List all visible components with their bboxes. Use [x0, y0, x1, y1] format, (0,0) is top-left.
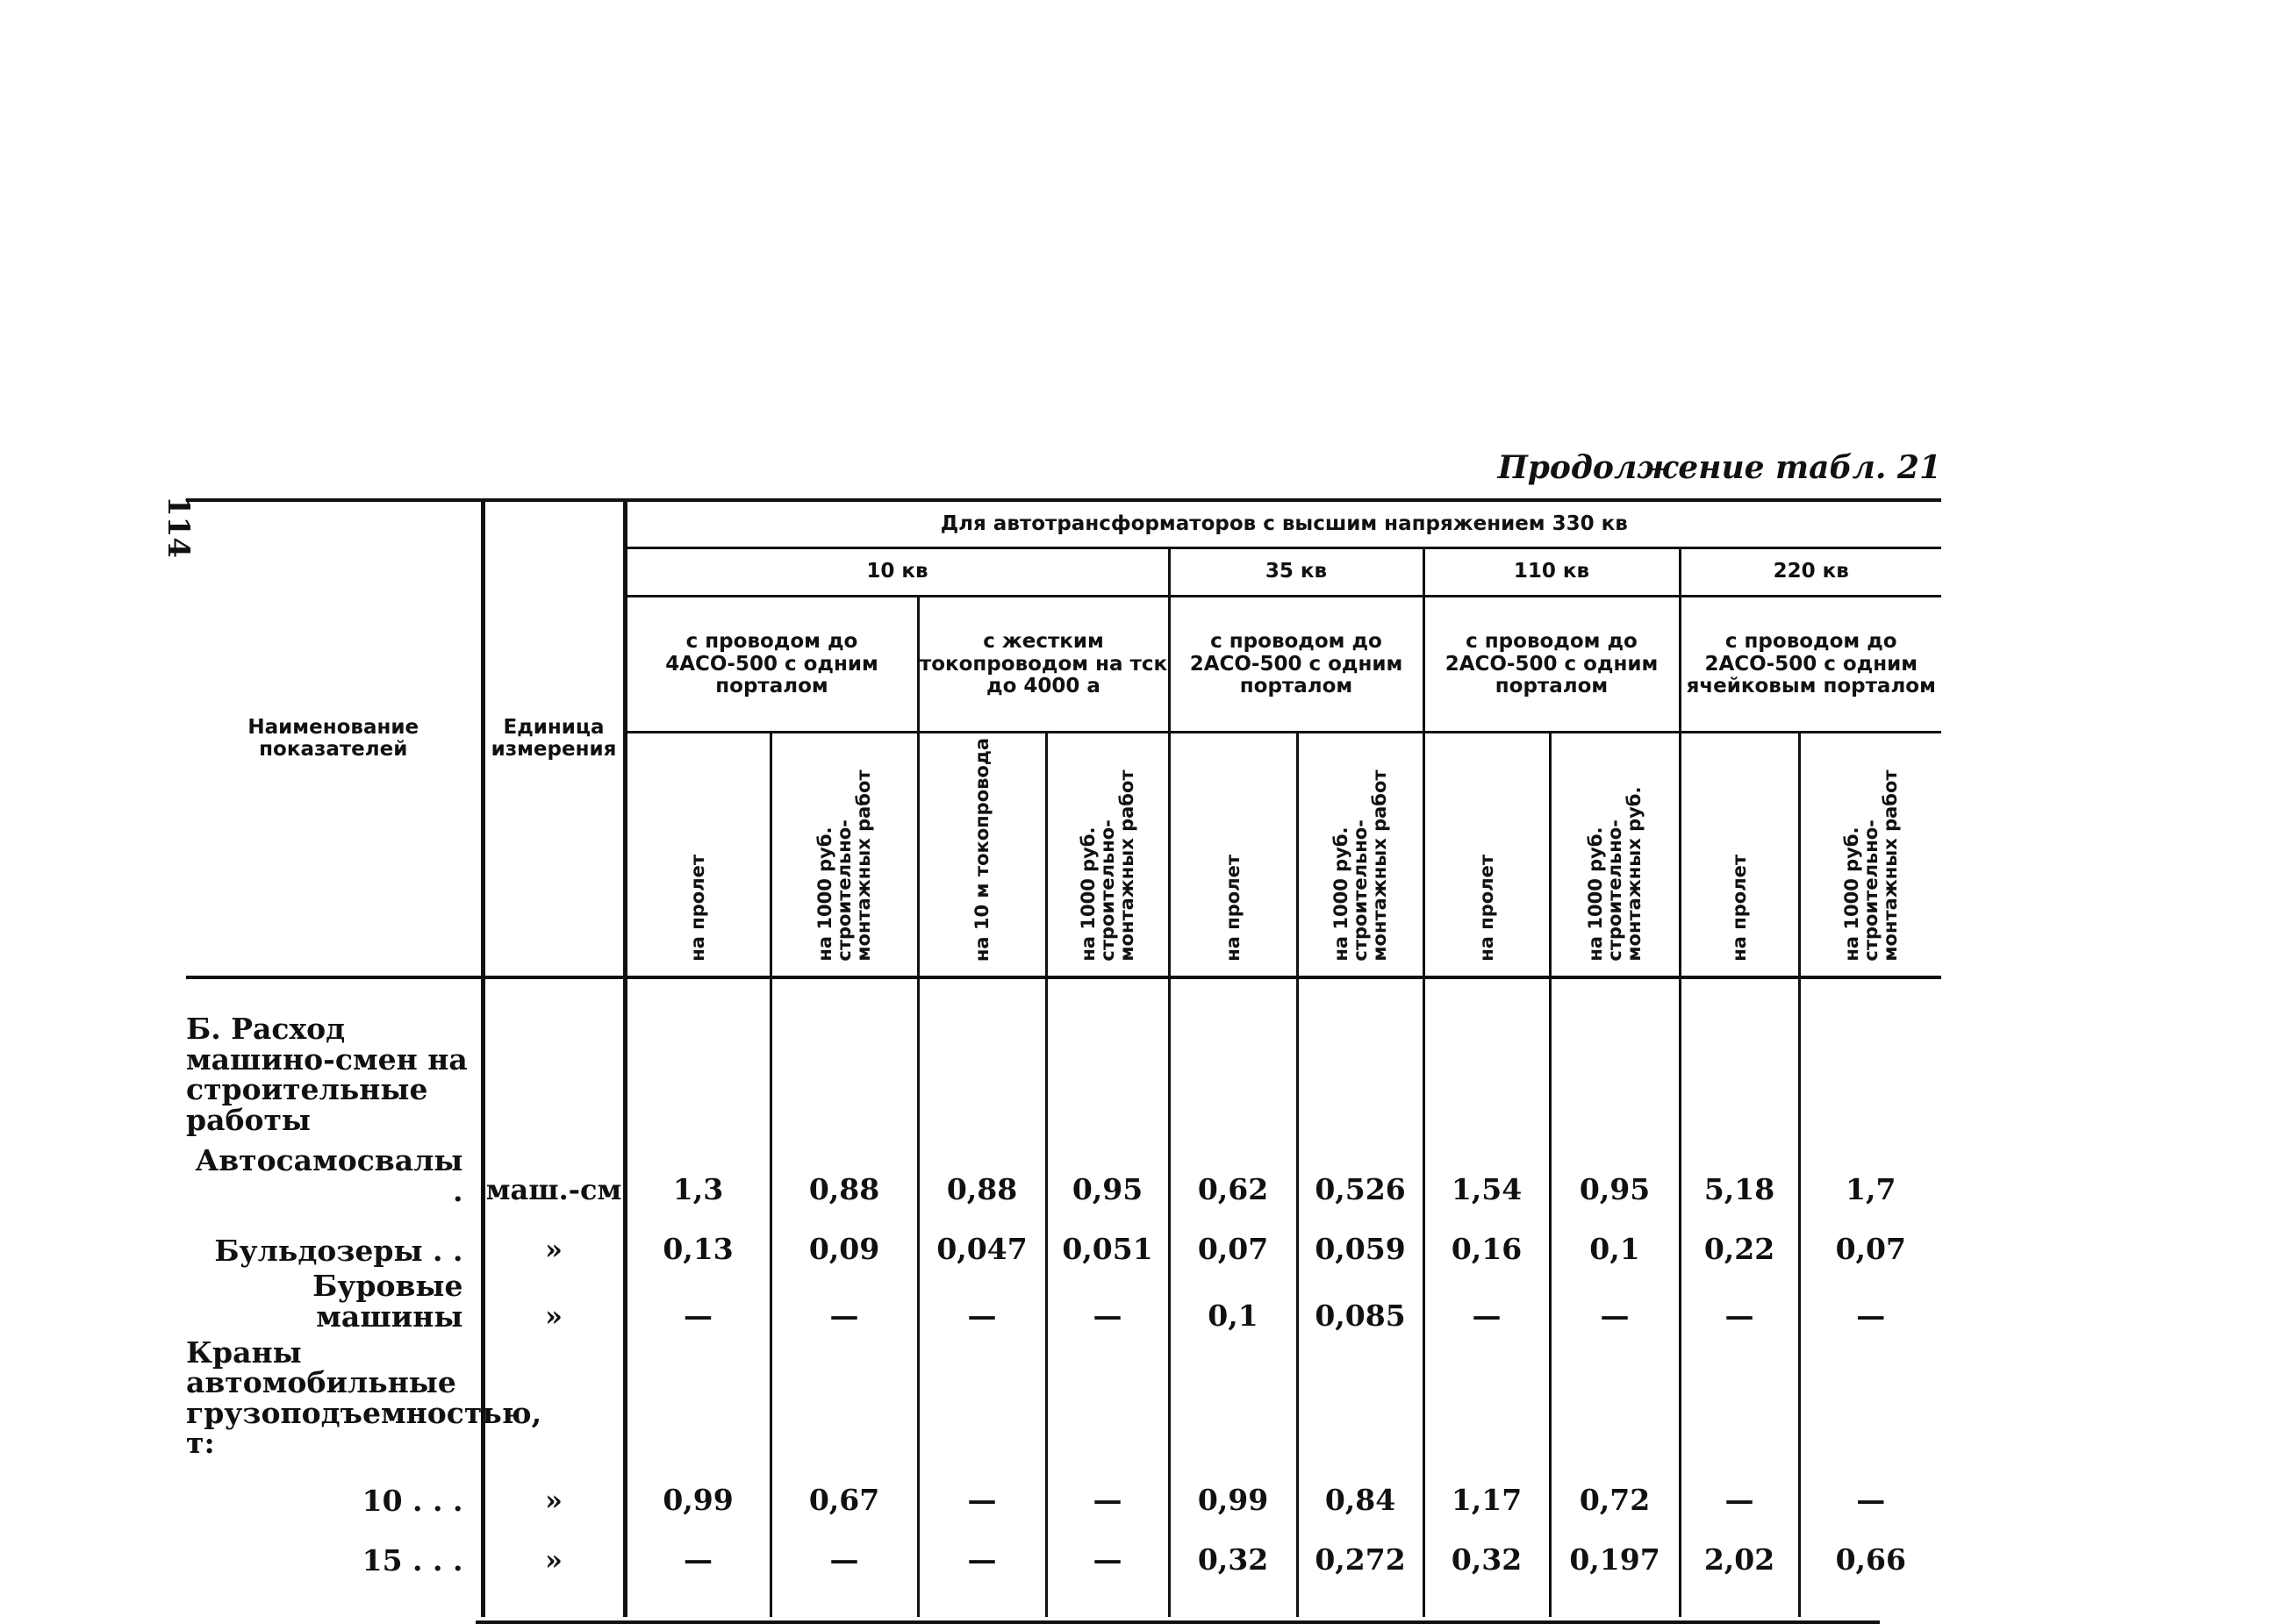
cell-value: 0,13 — [625, 1212, 771, 1271]
cell-value: 0,88 — [771, 1146, 918, 1212]
cell-value: — — [1046, 1271, 1169, 1337]
cell-value: 0,085 — [1297, 1271, 1423, 1337]
cell-value: 0,32 — [1423, 1522, 1550, 1582]
table-row — [186, 1522, 1941, 1582]
cell-value: 0,67 — [771, 1463, 918, 1522]
cell-value: 0,99 — [1169, 1463, 1297, 1522]
cell-value: — — [625, 1522, 771, 1582]
variant-2aco-500-35kv: с проводом до 2АСО-500 с одним порталом — [1169, 597, 1423, 733]
section-title: Б. Расход машино-смен на строительные работы — [186, 1012, 468, 1137]
name-column-header: Наименование показателей — [186, 500, 483, 977]
cell-value: 0,16 — [1423, 1212, 1550, 1271]
voltage-110kv: 110 кв — [1423, 547, 1680, 597]
cell-value: 0,272 — [1297, 1522, 1423, 1582]
cell-value: 0,72 — [1550, 1463, 1680, 1522]
cell-value: 1,3 — [625, 1146, 771, 1212]
cell-value: — — [918, 1463, 1046, 1522]
table-bottom-spacer — [186, 1582, 1941, 1617]
row-name: Автосамосвалы . — [195, 1143, 463, 1208]
cell-value: 0,95 — [1550, 1146, 1680, 1212]
unit-column-header: Единица измерения — [483, 500, 625, 977]
variant-2aco-500-110kv: с проводом до 2АСО-500 с одним порталом — [1423, 597, 1680, 733]
voltage-group-header: Для автотрансформаторов с высшим напряжением 330 кв — [625, 500, 1941, 547]
row-name: 15 . . . — [362, 1543, 463, 1578]
section-row — [186, 977, 1941, 1146]
row-unit: маш.-см — [483, 1146, 625, 1212]
cell-value: — — [1423, 1271, 1550, 1337]
subcol-header: на пролет — [1169, 733, 1297, 977]
cell-value: — — [625, 1271, 771, 1337]
cell-value: — — [1680, 1463, 1799, 1522]
cell-value: 0,07 — [1799, 1212, 1941, 1271]
cell-value: — — [1046, 1522, 1169, 1582]
subcol-header: на 1000 руб. строительно-монтажных работ — [1297, 733, 1423, 977]
row-unit: » — [483, 1463, 625, 1522]
cell-value: 5,18 — [1680, 1146, 1799, 1212]
cell-value: 0,84 — [1297, 1463, 1423, 1522]
cell-value: 0,526 — [1297, 1146, 1423, 1212]
cell-value: — — [1680, 1271, 1799, 1337]
cell-value: 0,047 — [918, 1212, 1046, 1271]
cell-value: 0,99 — [625, 1463, 771, 1522]
cell-value: 0,88 — [918, 1146, 1046, 1212]
cell-value: — — [918, 1522, 1046, 1582]
row-name: Бульдозеры . . — [214, 1233, 463, 1268]
cell-value: 1,17 — [1423, 1463, 1550, 1522]
cell-value: 0,07 — [1169, 1212, 1297, 1271]
variant-4aco-500: с проводом до 4АСО-500 с одним порталом — [625, 597, 918, 733]
cranes-title: Краны автомобильные грузоподъемностью, т: — [186, 1334, 542, 1461]
cell-value: 0,1 — [1169, 1271, 1297, 1337]
cell-value: — — [1046, 1463, 1169, 1522]
voltage-35kv: 35 кв — [1169, 547, 1423, 597]
cell-value: 0,22 — [1680, 1212, 1799, 1271]
row-name: Буровые машины — [312, 1269, 463, 1334]
table-row — [186, 1463, 1941, 1522]
row-unit: » — [483, 1271, 625, 1337]
table-row — [186, 1146, 1941, 1212]
cell-value: — — [771, 1522, 918, 1582]
subcol-header: на 1000 руб. строительно-монтажных работ — [1046, 733, 1169, 977]
subcol-header: на пролет — [625, 733, 771, 977]
variant-2aco-500-cell-portal: с проводом до 2АСО-500 с одним ячейковым порталом — [1680, 597, 1941, 733]
cell-value: 0,32 — [1169, 1522, 1297, 1582]
cell-value: 1,54 — [1423, 1146, 1550, 1212]
table-row — [186, 1212, 1941, 1271]
table-bottom-rule — [476, 1620, 1880, 1624]
cell-value: 0,66 — [1799, 1522, 1941, 1582]
cell-value: 0,09 — [771, 1212, 918, 1271]
voltage-10kv: 10 кв — [625, 547, 1169, 597]
cell-value: 0,1 — [1550, 1212, 1680, 1271]
table-row — [186, 1271, 1941, 1337]
subcol-header: на пролет — [1423, 733, 1550, 977]
cell-value: 0,059 — [1297, 1212, 1423, 1271]
row-unit: » — [483, 1522, 625, 1582]
subcol-header: на 10 м токопровода — [918, 733, 1046, 977]
cell-value: — — [1550, 1271, 1680, 1337]
table-continuation-caption: Продолжение табл. 21 — [1497, 449, 1941, 486]
subcol-header: на пролет — [1680, 733, 1799, 977]
cell-value: — — [771, 1271, 918, 1337]
cell-value: 2,02 — [1680, 1522, 1799, 1582]
cell-value: 0,051 — [1046, 1212, 1169, 1271]
subcol-header: на 1000 руб. строительно-монтажных работ — [771, 733, 918, 977]
cranes-title-row — [186, 1338, 1941, 1463]
subcol-header: на 1000 руб. строительно-монтажных руб. — [1550, 733, 1680, 977]
data-table — [186, 498, 1941, 1578]
page-number: 114 — [161, 496, 196, 558]
variant-rigid-busbar: с жестким токопроводом на тск до 4000 а — [918, 597, 1169, 733]
cell-value: 0,197 — [1550, 1522, 1680, 1582]
row-unit: » — [483, 1212, 625, 1271]
cell-value: 1,7 — [1799, 1146, 1941, 1212]
row-name: 10 . . . — [362, 1484, 463, 1519]
table-grid — [186, 498, 1941, 1617]
cell-value: 0,95 — [1046, 1146, 1169, 1212]
cell-value: — — [918, 1271, 1046, 1337]
cell-value: — — [1799, 1463, 1941, 1522]
header-row-1 — [186, 500, 1941, 547]
cell-value: 0,62 — [1169, 1146, 1297, 1212]
cell-value: — — [1799, 1271, 1941, 1337]
voltage-220kv: 220 кв — [1680, 547, 1941, 597]
subcol-header: на 1000 руб. строительно-монтажных работ — [1799, 733, 1941, 977]
